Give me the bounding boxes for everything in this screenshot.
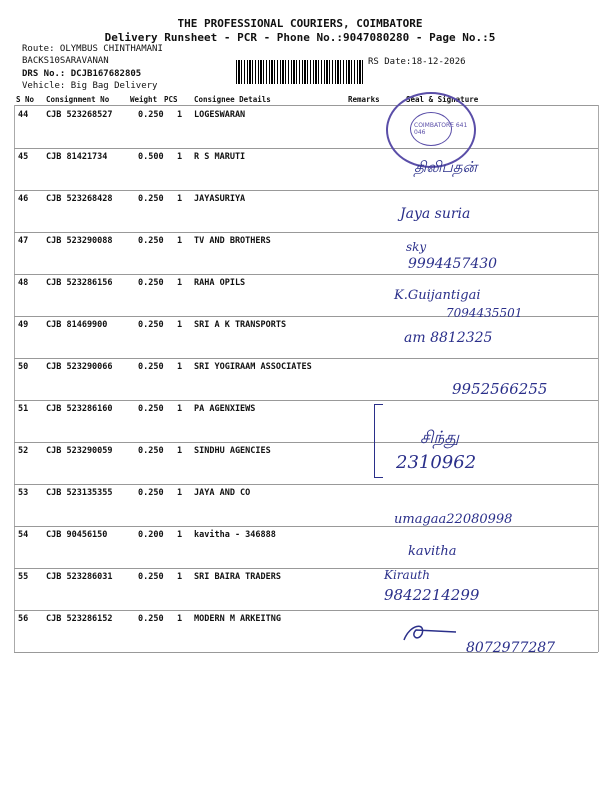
- col-consignee: Consignee Details: [194, 95, 271, 104]
- table-row: [0, 442, 600, 484]
- seal-text: COIMBATORE 641 046: [414, 122, 468, 136]
- row-weight: 0.250: [138, 362, 164, 372]
- row-consignment: CJB 523290066: [46, 362, 113, 372]
- table-row: [0, 526, 600, 568]
- row-consignee: kavitha - 346888: [194, 530, 276, 540]
- row-consignment: CJB 90456150: [46, 530, 108, 540]
- row-pcs: 1: [177, 614, 183, 624]
- row-consignment: CJB 523286160: [46, 404, 113, 414]
- row-sno: 48: [18, 278, 29, 288]
- row-consignee: PA AGENXIEWS: [194, 404, 256, 414]
- row-consignment: CJB 523135355: [46, 488, 113, 498]
- row-sno: 51: [18, 404, 29, 414]
- col-sno: S No: [16, 95, 35, 104]
- row-pcs: 1: [177, 404, 183, 414]
- row-consignee: RAHA OPILS: [194, 278, 246, 288]
- row-consignment: CJB 523268428: [46, 194, 113, 204]
- row-sno: 50: [18, 362, 29, 372]
- col-pcs: PCS: [164, 95, 178, 104]
- row-sno: 45: [18, 152, 29, 162]
- row-consignee: SRI YOGIRAAM ASSOCIATES: [194, 362, 312, 372]
- barcode: [236, 60, 364, 84]
- row-consignment: CJB 523286156: [46, 278, 113, 288]
- signature-45: திலிபதன்: [414, 158, 478, 176]
- table-row: [0, 106, 600, 148]
- row-weight: 0.250: [138, 614, 164, 624]
- row-weight: 0.200: [138, 530, 164, 540]
- row-sno: 55: [18, 572, 29, 582]
- signature-56-mark: [396, 620, 466, 644]
- company-header: THE PROFESSIONAL COURIERS, COIMBATORE: [177, 17, 423, 30]
- rs-date: RS Date:18-12-2026: [368, 57, 466, 67]
- row-pcs: 1: [177, 530, 183, 540]
- row-consignment: CJB 523290059: [46, 446, 113, 456]
- row-sno: 44: [18, 110, 29, 120]
- col-consignment: Consignment No: [46, 95, 110, 104]
- row-pcs: 1: [177, 446, 183, 456]
- row-consignment: CJB 523286031: [46, 572, 113, 582]
- row-consignment: CJB 523286152: [46, 614, 113, 624]
- row-weight: 0.250: [138, 488, 164, 498]
- row-pcs: 1: [177, 194, 183, 204]
- signature-53: umagaa22080998: [394, 512, 513, 527]
- row-pcs: 1: [177, 110, 183, 120]
- signature-55: Kirauth: [384, 568, 430, 582]
- runsheet-title: Delivery Runsheet - PCR - Phone No.:9047080280 - Page No.:5: [104, 31, 496, 44]
- row-pcs: 1: [177, 236, 183, 246]
- phone-50: 9952566255: [452, 380, 548, 398]
- table-row: [0, 148, 600, 190]
- row-sno: 47: [18, 236, 29, 246]
- row-consignee: SRI BAIRA TRADERS: [194, 572, 281, 582]
- grouping-bracket: [374, 404, 383, 478]
- route-label: Route: OLYMBUS CHINTHAMANI: [22, 44, 163, 54]
- row-consignee: TV AND BROTHERS: [194, 236, 271, 246]
- row-sno: 54: [18, 530, 29, 540]
- row-weight: 0.250: [138, 236, 164, 246]
- row-weight: 0.250: [138, 404, 164, 414]
- row-weight: 0.250: [138, 446, 164, 456]
- phone-47: 9994457430: [408, 256, 498, 272]
- table-row: [0, 190, 600, 232]
- phone-55: 9842214299: [384, 586, 480, 604]
- phone-48: 7094435501: [446, 306, 523, 320]
- signature-52: சிந்து: [420, 428, 459, 448]
- row-sno: 52: [18, 446, 29, 456]
- row-consignment: CJB 523290088: [46, 236, 113, 246]
- staff-label: BACKS10SARAVANAN: [22, 56, 109, 66]
- row-weight: 0.250: [138, 110, 164, 120]
- table-row: [0, 400, 600, 442]
- company-seal: [386, 92, 479, 168]
- row-consignee: JAYA AND CO: [194, 488, 251, 498]
- row-consignee: R S MARUTI: [194, 152, 246, 162]
- row-pcs: 1: [177, 278, 183, 288]
- row-weight: 0.250: [138, 278, 164, 288]
- col-seal: Seal & Signature: [406, 95, 479, 104]
- table-row: [0, 316, 600, 358]
- row-consignee: SINDHU AGENCIES: [194, 446, 271, 456]
- signature-54: kavitha: [408, 544, 457, 559]
- signature-47: sky: [406, 240, 427, 254]
- row-weight: 0.250: [138, 572, 164, 582]
- table-row: [0, 568, 600, 610]
- row-consignee: SRI A K TRANSPORTS: [194, 320, 287, 330]
- row-consignment: CJB 523268527: [46, 110, 113, 120]
- row-weight: 0.250: [138, 320, 164, 330]
- table-row: [0, 232, 600, 274]
- signature-46: Jaya suria: [400, 206, 471, 222]
- row-consignment: CJB 81421734: [46, 152, 108, 162]
- phone-52: 2310962: [396, 452, 477, 473]
- col-remarks: Remarks: [348, 95, 380, 104]
- signature-48: K.Guijantigai: [394, 288, 481, 303]
- row-weight: 0.250: [138, 194, 164, 204]
- col-weight: Weight: [130, 95, 158, 104]
- row-sno: 56: [18, 614, 29, 624]
- row-sno: 53: [18, 488, 29, 498]
- signature-49: am 8812325: [404, 330, 493, 346]
- vehicle-label: Vehicle: Big Bag Delivery: [22, 81, 158, 91]
- row-pcs: 1: [177, 572, 183, 582]
- row-sno: 49: [18, 320, 29, 330]
- row-pcs: 1: [177, 362, 183, 372]
- row-pcs: 1: [177, 152, 183, 162]
- drs-label: DRS No.: DCJB167682805: [22, 69, 142, 79]
- row-consignment: CJB 81469900: [46, 320, 108, 330]
- row-consignee: LOGESWARAN: [194, 110, 246, 120]
- row-consignee: JAYASURIYA: [194, 194, 246, 204]
- row-consignee: MODERN M ARKEITNG: [194, 614, 281, 624]
- row-pcs: 1: [177, 488, 183, 498]
- row-pcs: 1: [177, 320, 183, 330]
- phone-56: 8072977287: [466, 640, 556, 656]
- row-sno: 46: [18, 194, 29, 204]
- row-weight: 0.500: [138, 152, 164, 162]
